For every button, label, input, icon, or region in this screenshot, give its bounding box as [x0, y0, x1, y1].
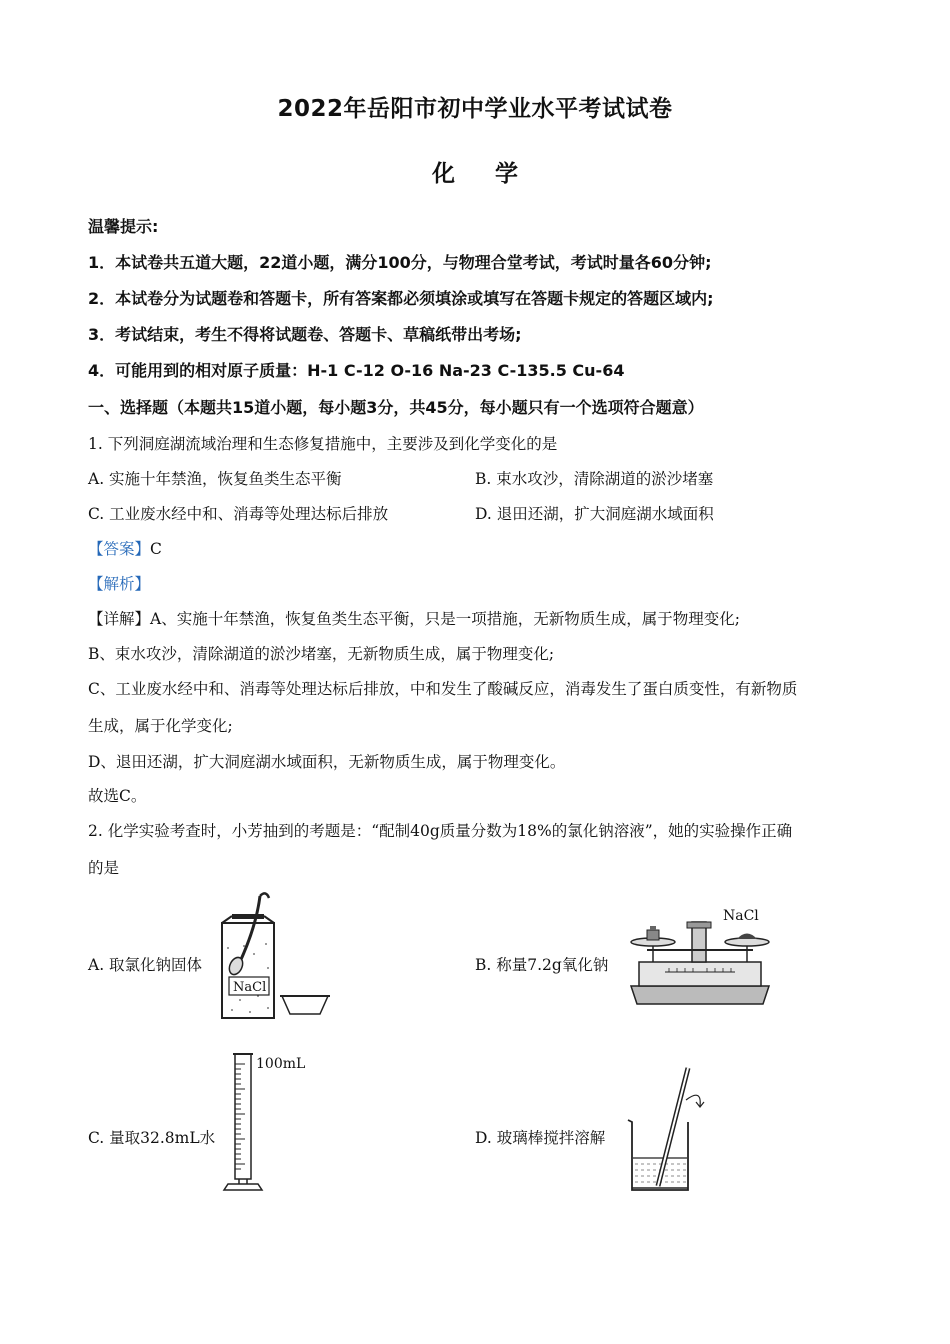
tip-1: 1．本试卷共五道大题，22道小题，满分100分，与物理合堂考试，考试时量各60分钟; — [88, 253, 712, 272]
detail-d: D、退田还湖，扩大洞庭湖水域面积，无新物质生成，属于物理变化。 — [88, 753, 566, 771]
tip-4: 4．可能用到的相对原子质量：H-1 C-12 O-16 Na-23 C-135.5 Cu-64 — [88, 361, 625, 380]
q1-stem: 1. 下列洞庭湖流域治理和生态修复措施中，主要涉及到化学变化的是 — [88, 435, 558, 453]
detail-c-line2: 生成，属于化学变化; — [88, 717, 233, 735]
q1-option-c: C. 工业废水经中和、消毒等处理达标后排放 — [88, 505, 389, 523]
detail-c-line1: C、工业废水经中和、消毒等处理达标后排放，中和发生了酸碱反应，消毒发生了蛋白质变性，有新物质 — [88, 680, 798, 698]
detail-b: B、束水攻沙，清除湖道的淤沙堵塞，无新物质生成，属于物理变化; — [88, 645, 555, 663]
exam-title: 2022年岳阳市初中学业水平考试试卷 — [277, 96, 673, 122]
q2-stem-line2: 的是 — [88, 859, 120, 877]
q1-option-a: A. 实施十年禁渔，恢复鱼类生态平衡 — [88, 470, 342, 488]
answer-label: 【答案】 — [88, 540, 151, 558]
analysis-label: 【解析】 — [88, 575, 151, 593]
tip-2: 2．本试卷分为试题卷和答题卡，所有答案都必须填涂或填写在答题卡规定的答题区域内; — [88, 289, 714, 308]
section-heading: 一、选择题（本题共15道小题，每小题3分，共45分，每小题只有一个选项符合题意） — [88, 398, 704, 417]
q2-option-d: D. 玻璃棒搅拌溶解 — [475, 1129, 606, 1147]
reagent-bottle-icon — [210, 888, 335, 1023]
q1-option-b: B. 束水攻沙，清除湖道的淤沙堵塞 — [475, 470, 714, 488]
tip-3: 3．考试结束，考生不得将试题卷、答题卡、草稿纸带出考场; — [88, 325, 522, 344]
q1-option-d: D. 退田还湖，扩大洞庭湖水域面积 — [475, 505, 714, 523]
tips-heading: 温馨提示: — [88, 217, 159, 236]
balance-icon — [625, 900, 775, 1012]
bottle-label: NaCl — [233, 980, 267, 995]
subject-title: 化 学 — [431, 161, 534, 187]
balance-label: NaCl — [723, 908, 759, 924]
q1-answer — [88, 537, 162, 559]
q1-conclusion: 故选C。 — [88, 787, 147, 805]
beaker-stirring-icon — [620, 1060, 720, 1195]
answer-value: C — [150, 540, 162, 558]
detail-a — [88, 607, 740, 629]
q2-option-c: C. 量取32.8mL水 — [88, 1129, 216, 1147]
q2-option-a: A. 取氯化钠固体 — [88, 956, 203, 974]
q2-stem-line1: 2. 化学实验考查时，小芳抽到的考题是：“配制40g质量分数为18%的氯化钠溶液”，她的实验操作正确 — [88, 822, 793, 840]
detail-label: 【详解】 — [88, 610, 151, 628]
cylinder-label: 100mL — [256, 1056, 306, 1072]
detail-a-text: A、实施十年禁渔，恢复鱼类生态平衡，只是一项措施，无新物质生成，属于物理变化; — [150, 610, 740, 628]
q2-option-b: B. 称量7.2g氧化钠 — [475, 956, 609, 974]
graduated-cylinder-icon — [222, 1050, 317, 1195]
